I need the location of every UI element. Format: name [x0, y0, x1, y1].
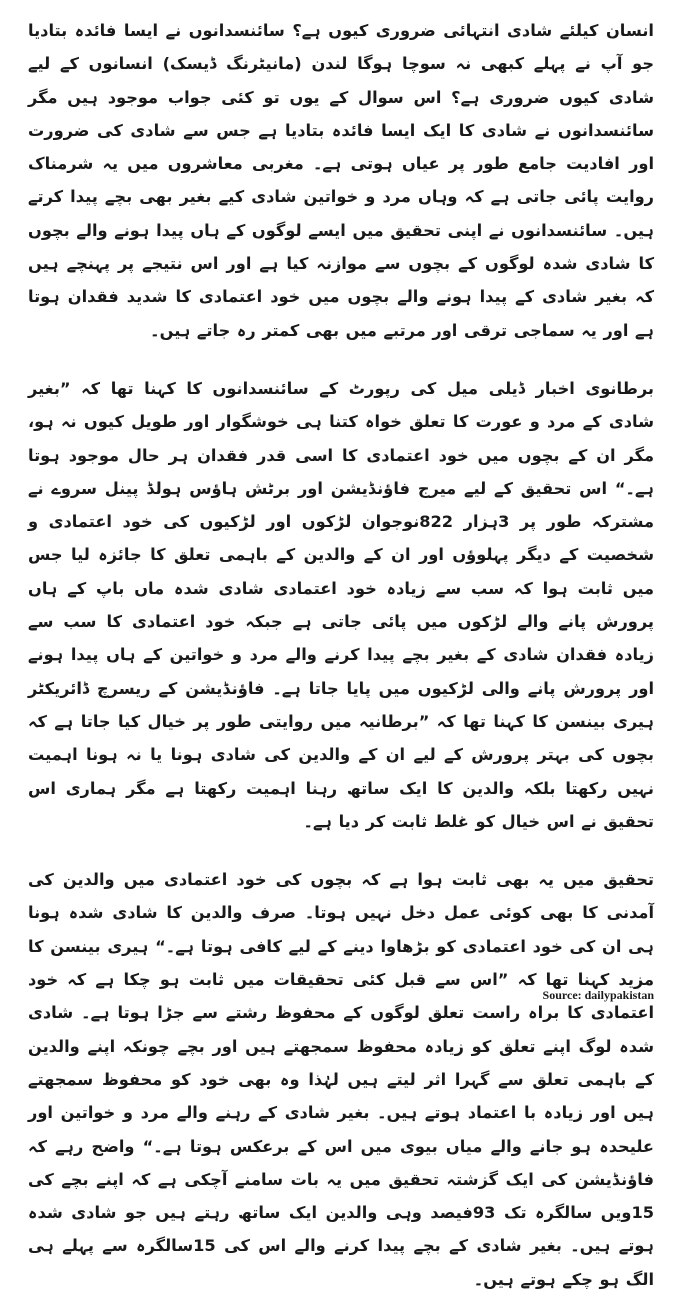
source-credit: Source: dailypakistan [542, 988, 654, 1002]
article-paragraph: انسان کیلئے شادی انتہائی ضروری کیوں ہے؟ سائنسدانوں نے ایسا فائدہ بتادیا جو آپ نے پہلے کبھی نہ سوچا ہوگا لندن (مانیٹرنگ ڈیسک) انسانوں کے لیے شادی کیوں ضروری ہے؟ اس سوال کے یوں تو کئی جواب موجود ہیں مگر سائنسدانوں نے شادی کا ایک ایسا فائدہ بتادیا ہے جس سے شادی کی ضرورت اور افادیت جامع طور پر عیاں ہوتی ہے۔ مغربی معاشروں میں یہ شرمناک روایت پائی جاتی ہے کہ وہاں مرد و خواتین شادی کیے بغیر بھی بچے پیدا کرتے ہیں۔ سائنسدانوں نے اپنی تحقیق میں ایسے لوگوں کے ہاں پیدا ہونے والے بچوں کا شادی شدہ لوگوں کے بچوں سے موازنہ کیا ہے اور اس نتیجے پر پہنچے ہیں کہ بغیر شادی کے پیدا ہونے والے بچوں میں خود اعتمادی کا شدید فقدان ہوتا ہے اور یہ سماجی ترقی اور مرتبے میں بھی کمتر رہ جاتے ہیں۔ [28, 21, 654, 340]
article-paragraph: تحقیق میں یہ بھی ثابت ہوا ہے کہ بچوں کی خود اعتمادی میں والدین کی آمدنی کا بھی کوئی عمل دخل نہیں ہوتا۔ صرف والدین کا شادی شدہ ہونا ہی ان کی خود اعتمادی کو بڑھاوا دینے کے لیے کافی ہوتا ہے۔“ ہیری بینسن کا مزید کہنا تھا کہ ”اس سے قبل کئی تحقیقات میں ثابت ہو چکا ہے کہ خود اعتمادی کا براہ راست تعلق لوگوں کے محفوظ رشتے سے جڑا ہوتا ہے۔ شادی شدہ لوگ اپنے تعلق کو زیادہ محفوظ سمجھتے ہیں اور بچے چونکہ اپنے والدین کے باہمی تعلق سے گہرا اثر لیتے ہیں لہٰذا وہ بھی خود کو محفوظ سمجھتے ہیں اور زیادہ با اعتماد ہوتے ہیں۔ بغیر شادی کے رہنے والے مرد و خواتین اور علیحدہ ہو جانے والے میاں بیوی میں اس کے برعکس ہوتا ہے۔“ واضح رہے کہ فاؤنڈیشن کی ایک گزشتہ تحقیق میں یہ بات سامنے آچکی ہے کہ اپنے بچے کی 15ویں سالگرہ تک 93فیصد وہی والدین ایک ساتھ رہتے ہیں جو شادی شدہ ہوتے ہیں۔ بغیر شادی کے بچے پیدا کرنے والے اس کی 15سالگرہ سے پہلے ہی الگ ہو چکے ہوتے ہیں۔ [28, 870, 654, 1289]
article-paragraph: برطانوی اخبار ڈیلی میل کی رپورٹ کے سائنسدانوں کا کہنا تھا کہ ”بغیر شادی کے مرد و عورت کا تعلق خواہ کتنا ہی خوشگوار اور طویل کیوں نہ ہو، مگر ان کے بچوں میں خود اعتمادی کا اسی قدر فقدان ہر حال موجود ہوتا ہے۔“ اس تحقیق کے لیے میرج فاؤنڈیشن اور برٹش ہاؤس ہولڈ پینل سروے نے مشترکہ طور پر 3ہزار 822نوجوان لڑکوں اور لڑکیوں کی خود اعتمادی و شخصیت کے دیگر پہلوؤں اور ان کے والدین کے باہمی تعلق کا جائزہ لیا جس میں ثابت ہوا کہ سب سے زیادہ خود اعتمادی شادی شدہ ماں باپ کے ہاں پرورش پانے والے لڑکوں میں پائی جاتی ہے جبکہ خود اعتمادی کا سب سے زیادہ فقدان شادی کے بغیر بچے پیدا کرنے والے مرد و خواتین کے ہاں پیدا ہونے اور پرورش پانے والی لڑکیوں میں پایا جاتا ہے۔ فاؤنڈیشن کے ریسرچ ڈائریکٹر ہیری بینسن کا کہنا تھا کہ ”برطانیہ میں روایتی طور پر خیال کیا جاتا ہے کہ بچوں کی بہتر پرورش کے لیے ان کے والدین کی شادی ہونا یا نہ ہونا اہمیت نہیں رکھتا بلکہ والدین کا ایک ساتھ رہنا اہمیت رکھتا ہے مگر ہماری اس تحقیق نے اس خیال کو غلط ثابت کر دیا ہے۔ [28, 378, 654, 831]
